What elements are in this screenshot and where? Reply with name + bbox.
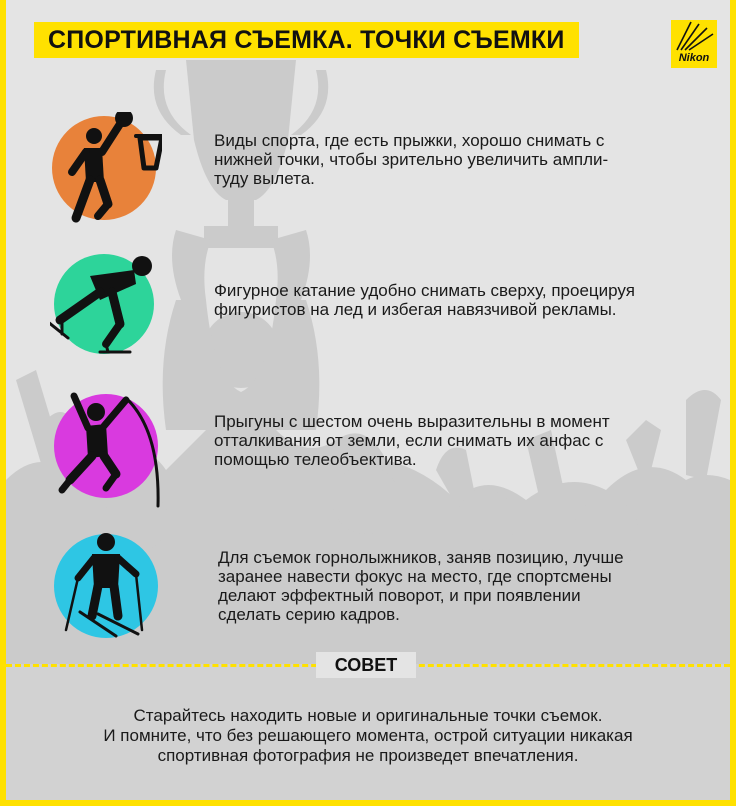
tip-line: помощью телеобъектива. [214,450,417,469]
tip-line: нижней точки, чтобы зрительно увеличить ампли- [214,150,609,169]
advice-line: Старайтесь находить новые и оригинальные точки съемок. [133,706,603,725]
nikon-rays-icon [671,20,717,52]
page-title: СПОРТИВНАЯ СЪЕМКА. ТОЧКИ СЪЕМКИ [34,22,579,58]
advice-text [36,706,700,766]
tip-text-skating [214,281,724,319]
infographic-frame [6,0,730,800]
basketball-player-icon [50,112,162,224]
tip-text-jumping [214,131,714,188]
tip-line: сделать серию кадров. [218,605,400,624]
tip-line: Прыгуны с шестом очень выразительны в момент [214,412,610,431]
nikon-logo-text: Nikon [678,52,710,64]
advice-label: СОВЕТ [316,652,416,678]
figure-skater-icon [50,252,162,364]
tip-text-pole-vault [214,412,714,469]
tip-line: делают эффектный поворот, и при появлении [218,586,581,605]
tip-line: Виды спорта, где есть прыжки, хорошо снимать с [214,131,605,150]
tip-line: туду вылета. [214,169,315,188]
skier-icon [50,530,162,642]
tip-line: отталкивания от земли, если снимать их анфас с [214,431,604,450]
tip-line: Для съемок горнолыжников, заняв позицию, лучше [218,548,624,567]
pole-vaulter-icon [50,390,162,502]
advice-line: спортивная фотография не произведет впечатления. [157,746,579,765]
tip-line: заранее навести фокус на место, где спортсмены [218,567,612,586]
nikon-logo [671,20,717,68]
tip-line: фигуристов на лед и избегая навязчивой рекламы. [214,300,617,319]
tip-line: Фигурное катание удобно снимать сверху, проецируя [214,281,635,300]
advice-line: И помните, что без решающего момента, острой ситуации никакая [103,726,633,745]
tip-text-skiing [218,548,718,624]
